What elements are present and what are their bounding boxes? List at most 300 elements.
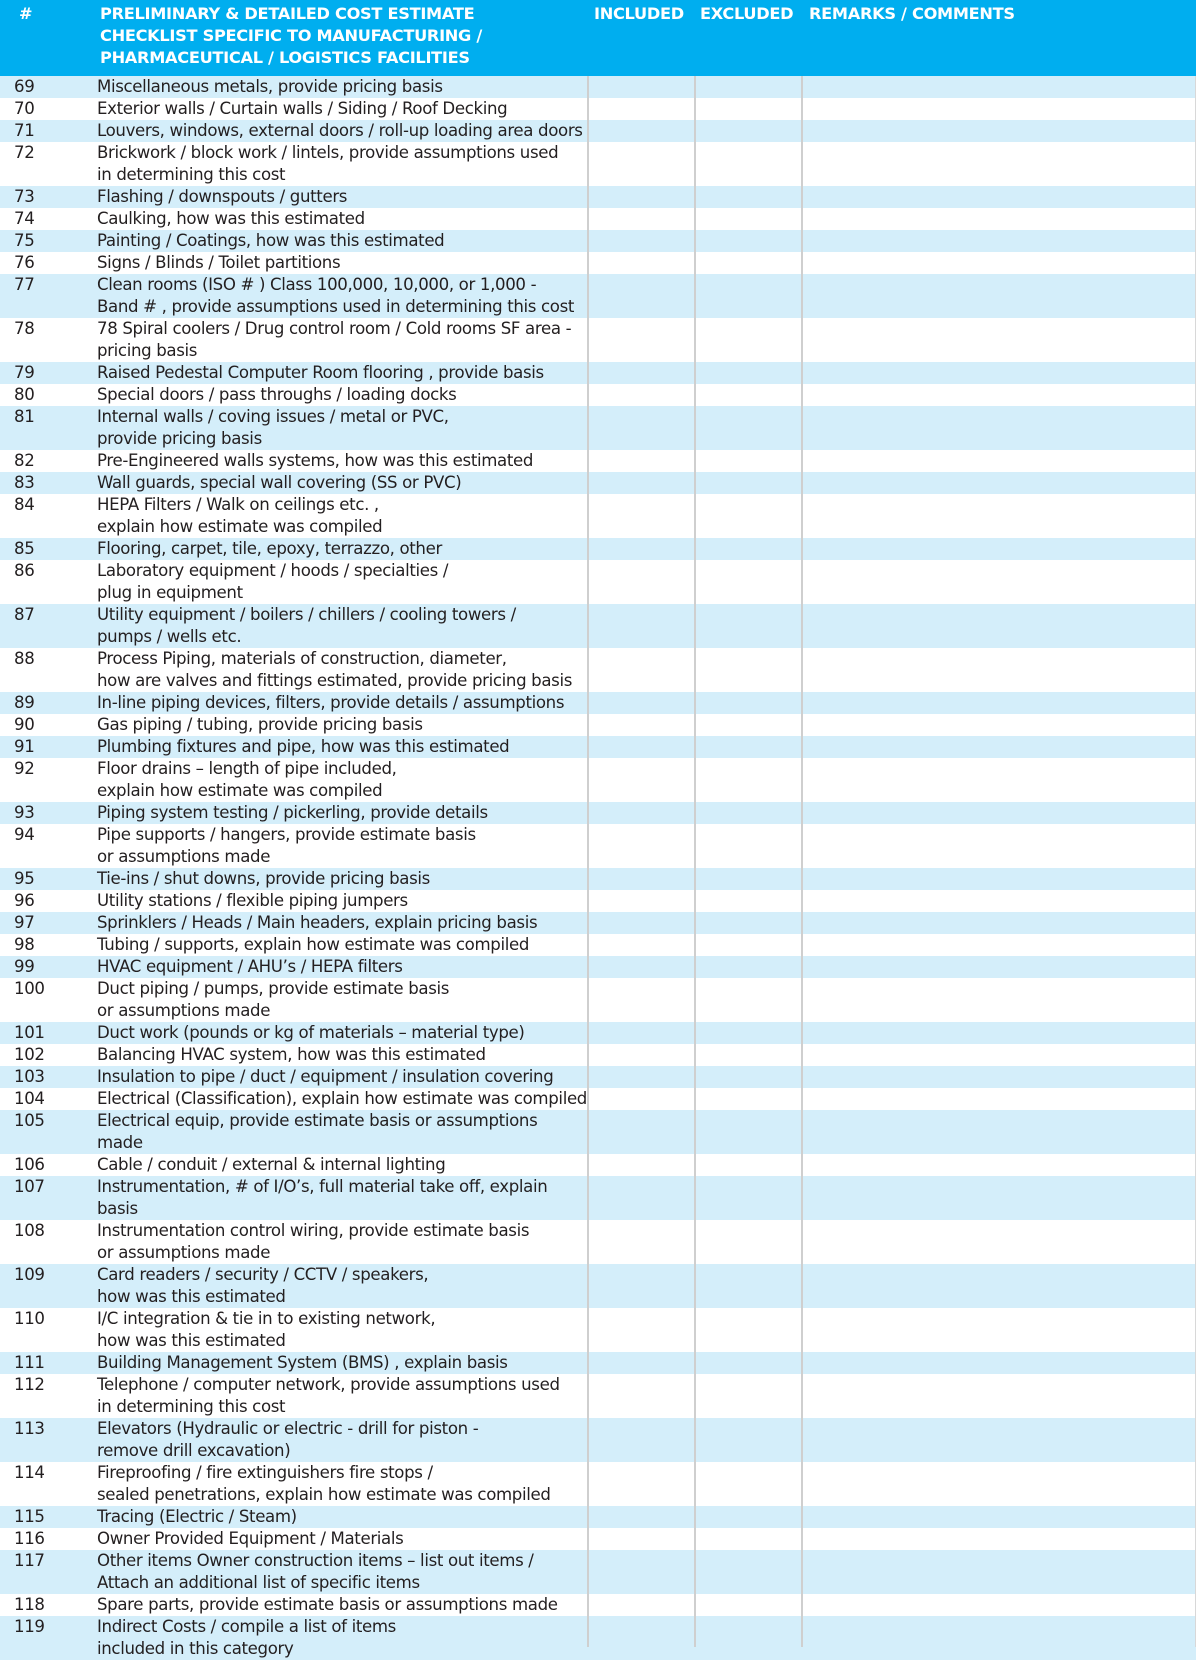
included-cell[interactable] xyxy=(588,934,694,956)
remarks-cell[interactable] xyxy=(802,1154,1195,1176)
column-divider-remarks xyxy=(801,76,803,1647)
excluded-cell[interactable] xyxy=(695,362,801,384)
remarks-cell[interactable] xyxy=(802,208,1195,230)
item-number: 116 xyxy=(14,1529,45,1548)
remarks-cell[interactable] xyxy=(802,98,1195,120)
excluded-cell[interactable] xyxy=(695,714,801,736)
included-cell[interactable] xyxy=(588,758,694,802)
excluded-cell[interactable] xyxy=(695,1616,801,1660)
table-row xyxy=(0,274,1196,318)
item-description: Flooring, carpet, tile, epoxy, terrazzo, other xyxy=(97,539,442,558)
item-description: Pre-Engineered walls systems, how was this estimated xyxy=(97,451,534,470)
remarks-cell[interactable] xyxy=(802,802,1195,824)
table-row xyxy=(0,1220,1196,1264)
item-number: 97 xyxy=(14,913,35,932)
header-number: # xyxy=(19,4,33,23)
item-number: 105 xyxy=(14,1111,45,1130)
remarks-cell[interactable] xyxy=(802,1088,1195,1110)
included-cell[interactable] xyxy=(588,98,694,120)
remarks-cell[interactable] xyxy=(802,1176,1195,1220)
remarks-cell[interactable] xyxy=(802,120,1195,142)
remarks-cell[interactable] xyxy=(802,758,1195,802)
remarks-cell[interactable] xyxy=(802,648,1195,692)
table-row xyxy=(0,1110,1196,1154)
item-number: 109 xyxy=(14,1265,45,1284)
remarks-cell[interactable] xyxy=(802,274,1195,318)
table-row xyxy=(0,1088,1196,1110)
included-cell[interactable] xyxy=(588,648,694,692)
item-number: 118 xyxy=(14,1595,45,1614)
header-description: PRELIMINARY & DETAILED COST ESTIMATE CHECKLIST SPECIFIC TO MANUFACTURING / PHARMACEUTICAL / LOGISTICS FACILITIES xyxy=(100,4,482,67)
excluded-cell[interactable] xyxy=(695,604,801,648)
included-cell[interactable] xyxy=(588,736,694,758)
included-cell[interactable] xyxy=(588,230,694,252)
table-row xyxy=(0,208,1196,230)
table-row xyxy=(0,1154,1196,1176)
excluded-cell[interactable] xyxy=(695,472,801,494)
header-included: INCLUDED xyxy=(594,4,684,23)
item-number: 96 xyxy=(14,891,35,910)
item-description: HEPA Filters / Walk on ceilings etc. , explain how estimate was compiled xyxy=(97,495,383,536)
remarks-cell[interactable] xyxy=(802,868,1195,890)
item-description: I/C integration & tie in to existing network, how was this estimated xyxy=(97,1309,436,1350)
remarks-cell[interactable] xyxy=(802,252,1195,274)
table-row xyxy=(0,1418,1196,1462)
item-description: Internal walls / coving issues / metal or PVC, provide pricing basis xyxy=(97,407,449,448)
table-row xyxy=(0,1066,1196,1088)
item-number: 92 xyxy=(14,759,35,778)
remarks-cell[interactable] xyxy=(802,1594,1195,1616)
excluded-cell[interactable] xyxy=(695,1308,801,1352)
item-number: 77 xyxy=(14,275,35,294)
item-number: 112 xyxy=(14,1375,45,1394)
excluded-cell[interactable] xyxy=(695,1154,801,1176)
remarks-cell[interactable] xyxy=(802,142,1195,186)
included-cell[interactable] xyxy=(588,494,694,538)
included-cell[interactable] xyxy=(588,1022,694,1044)
item-description: Card readers / security / CCTV / speakers, how was this estimated xyxy=(97,1265,429,1306)
item-description: Brickwork / block work / lintels, provide assumptions used in determining this cost xyxy=(97,143,559,184)
excluded-cell[interactable] xyxy=(695,1022,801,1044)
item-number: 107 xyxy=(14,1177,45,1196)
excluded-cell[interactable] xyxy=(695,1528,801,1550)
included-cell[interactable] xyxy=(588,186,694,208)
excluded-cell[interactable] xyxy=(695,494,801,538)
item-number: 115 xyxy=(14,1507,45,1526)
item-description: Flashing / downspouts / gutters xyxy=(97,187,348,206)
excluded-cell[interactable] xyxy=(695,274,801,318)
included-cell[interactable] xyxy=(588,802,694,824)
remarks-cell[interactable] xyxy=(802,912,1195,934)
item-description: Tubing / supports, explain how estimate was compiled xyxy=(97,935,530,954)
included-cell[interactable] xyxy=(588,1462,694,1506)
item-description: 78 Spiral coolers / Drug control room / Cold rooms SF area - pricing basis xyxy=(97,319,572,360)
item-description: Caulking, how was this estimated xyxy=(97,209,365,228)
remarks-cell[interactable] xyxy=(802,1550,1195,1594)
table-row xyxy=(0,252,1196,274)
item-number: 79 xyxy=(14,363,35,382)
table-row xyxy=(0,538,1196,560)
included-cell[interactable] xyxy=(588,1594,694,1616)
included-cell[interactable] xyxy=(588,1066,694,1088)
excluded-cell[interactable] xyxy=(695,868,801,890)
table-row xyxy=(0,648,1196,692)
excluded-cell[interactable] xyxy=(695,98,801,120)
table-row xyxy=(0,450,1196,472)
included-cell[interactable] xyxy=(588,604,694,648)
item-description: Electrical equip, provide estimate basis or assumptions made xyxy=(97,1111,538,1152)
item-description: Cable / conduit / external & internal lighting xyxy=(97,1155,446,1174)
item-number: 94 xyxy=(14,825,35,844)
included-cell[interactable] xyxy=(588,208,694,230)
item-number: 104 xyxy=(14,1089,45,1108)
excluded-cell[interactable] xyxy=(695,1594,801,1616)
item-description: Building Management System (BMS) , explain basis xyxy=(97,1353,508,1372)
item-number: 111 xyxy=(14,1353,45,1372)
item-description: Raised Pedestal Computer Room flooring , provide basis xyxy=(97,363,544,382)
table-row xyxy=(0,934,1196,956)
item-description: Plumbing fixtures and pipe, how was this estimated xyxy=(97,737,510,756)
remarks-cell[interactable] xyxy=(802,1044,1195,1066)
item-description: Louvers, windows, external doors / roll-up loading area doors xyxy=(97,121,583,140)
included-cell[interactable] xyxy=(588,120,694,142)
remarks-cell[interactable] xyxy=(802,736,1195,758)
excluded-cell[interactable] xyxy=(695,1176,801,1220)
remarks-cell[interactable] xyxy=(802,362,1195,384)
item-description: Signs / Blinds / Toilet partitions xyxy=(97,253,341,272)
excluded-cell[interactable] xyxy=(695,934,801,956)
excluded-cell[interactable] xyxy=(695,1506,801,1528)
included-cell[interactable] xyxy=(588,142,694,186)
table-row xyxy=(0,1594,1196,1616)
included-cell[interactable] xyxy=(588,1528,694,1550)
remarks-cell[interactable] xyxy=(802,714,1195,736)
excluded-cell[interactable] xyxy=(695,1220,801,1264)
item-number: 80 xyxy=(14,385,35,404)
item-number: 106 xyxy=(14,1155,45,1174)
item-description: Utility equipment / boilers / chillers / cooling towers / pumps / wells etc. xyxy=(97,605,516,646)
included-cell[interactable] xyxy=(588,274,694,318)
included-cell[interactable] xyxy=(588,384,694,406)
item-description: Exterior walls / Curtain walls / Siding / Roof Decking xyxy=(97,99,508,118)
table-row xyxy=(0,604,1196,648)
excluded-cell[interactable] xyxy=(695,736,801,758)
remarks-cell[interactable] xyxy=(802,230,1195,252)
item-description: Gas piping / tubing, provide pricing basis xyxy=(97,715,423,734)
excluded-cell[interactable] xyxy=(695,252,801,274)
included-cell[interactable] xyxy=(588,824,694,868)
excluded-cell[interactable] xyxy=(695,1044,801,1066)
excluded-cell[interactable] xyxy=(695,560,801,604)
table-row xyxy=(0,1176,1196,1220)
included-cell[interactable] xyxy=(588,450,694,472)
item-description: Floor drains – length of pipe included, explain how estimate was compiled xyxy=(97,759,397,800)
table-row xyxy=(0,802,1196,824)
item-description: Piping system testing / pickerling, provide details xyxy=(97,803,488,822)
column-divider-included xyxy=(587,76,589,1647)
item-number: 78 xyxy=(14,319,35,338)
remarks-cell[interactable] xyxy=(802,1066,1195,1088)
excluded-cell[interactable] xyxy=(695,142,801,186)
item-number: 75 xyxy=(14,231,35,250)
item-number: 85 xyxy=(14,539,35,558)
table-row xyxy=(0,1264,1196,1308)
item-number: 108 xyxy=(14,1221,45,1240)
excluded-cell[interactable] xyxy=(695,318,801,362)
table-row xyxy=(0,1528,1196,1550)
item-number: 89 xyxy=(14,693,35,712)
remarks-cell[interactable] xyxy=(802,1418,1195,1462)
table-row xyxy=(0,1022,1196,1044)
remarks-cell[interactable] xyxy=(802,1308,1195,1352)
remarks-cell[interactable] xyxy=(802,384,1195,406)
remarks-cell[interactable] xyxy=(802,692,1195,714)
item-number: 84 xyxy=(14,495,35,514)
table-right-border xyxy=(1195,76,1196,1647)
included-cell[interactable] xyxy=(588,1044,694,1066)
excluded-cell[interactable] xyxy=(695,802,801,824)
excluded-cell[interactable] xyxy=(695,1374,801,1418)
included-cell[interactable] xyxy=(588,1154,694,1176)
table-row xyxy=(0,560,1196,604)
item-number: 114 xyxy=(14,1463,45,1482)
remarks-cell[interactable] xyxy=(802,978,1195,1022)
excluded-cell[interactable] xyxy=(695,186,801,208)
table-row xyxy=(0,494,1196,538)
item-description: Utility stations / flexible piping jumpers xyxy=(97,891,408,910)
table-row xyxy=(0,362,1196,384)
included-cell[interactable] xyxy=(588,362,694,384)
excluded-cell[interactable] xyxy=(695,1462,801,1506)
item-number: 93 xyxy=(14,803,35,822)
remarks-cell[interactable] xyxy=(802,604,1195,648)
included-cell[interactable] xyxy=(588,1220,694,1264)
table-row xyxy=(0,142,1196,186)
item-number: 91 xyxy=(14,737,35,756)
item-number: 95 xyxy=(14,869,35,888)
included-cell[interactable] xyxy=(588,406,694,450)
remarks-cell[interactable] xyxy=(802,538,1195,560)
included-cell[interactable] xyxy=(588,76,694,98)
item-description: Pipe supports / hangers, provide estimate basis or assumptions made xyxy=(97,825,476,866)
item-number: 82 xyxy=(14,451,35,470)
included-cell[interactable] xyxy=(588,1264,694,1308)
table-row xyxy=(0,868,1196,890)
item-number: 99 xyxy=(14,957,35,976)
excluded-cell[interactable] xyxy=(695,1088,801,1110)
excluded-cell[interactable] xyxy=(695,1066,801,1088)
item-description: Balancing HVAC system, how was this estimated xyxy=(97,1045,486,1064)
included-cell[interactable] xyxy=(588,956,694,978)
excluded-cell[interactable] xyxy=(695,406,801,450)
table-row xyxy=(0,714,1196,736)
remarks-cell[interactable] xyxy=(802,450,1195,472)
item-number: 90 xyxy=(14,715,35,734)
item-number: 113 xyxy=(14,1419,45,1438)
item-number: 70 xyxy=(14,99,35,118)
item-number: 73 xyxy=(14,187,35,206)
remarks-cell[interactable] xyxy=(802,956,1195,978)
table-row xyxy=(0,1044,1196,1066)
excluded-cell[interactable] xyxy=(695,956,801,978)
included-cell[interactable] xyxy=(588,560,694,604)
remarks-cell[interactable] xyxy=(802,1264,1195,1308)
item-number: 74 xyxy=(14,209,35,228)
included-cell[interactable] xyxy=(588,472,694,494)
table-header xyxy=(0,0,1196,76)
remarks-cell[interactable] xyxy=(802,186,1195,208)
included-cell[interactable] xyxy=(588,868,694,890)
table-row xyxy=(0,824,1196,868)
item-description: Wall guards, special wall covering (SS or PVC) xyxy=(97,473,462,492)
table-row xyxy=(0,912,1196,934)
excluded-cell[interactable] xyxy=(695,758,801,802)
excluded-cell[interactable] xyxy=(695,1352,801,1374)
excluded-cell[interactable] xyxy=(695,692,801,714)
item-description: Tracing (Electric / Steam) xyxy=(97,1507,297,1526)
item-number: 83 xyxy=(14,473,35,492)
item-description: Sprinklers / Heads / Main headers, explain pricing basis xyxy=(97,913,538,932)
item-description: Insulation to pipe / duct / equipment / insulation covering xyxy=(97,1067,554,1086)
table-row xyxy=(0,186,1196,208)
excluded-cell[interactable] xyxy=(695,76,801,98)
remarks-cell[interactable] xyxy=(802,1352,1195,1374)
item-description: Painting / Coatings, how was this estimated xyxy=(97,231,445,250)
table-row xyxy=(0,758,1196,802)
remarks-cell[interactable] xyxy=(802,560,1195,604)
table-row xyxy=(0,1550,1196,1594)
item-description: Special doors / pass throughs / loading docks xyxy=(97,385,457,404)
table-row xyxy=(0,76,1196,98)
remarks-cell[interactable] xyxy=(802,318,1195,362)
table-row xyxy=(0,978,1196,1022)
table-row xyxy=(0,406,1196,450)
item-description: Fireproofing / fire extinguishers fire stops / sealed penetrations, explain how estimate was compiled xyxy=(97,1463,551,1504)
item-description: Elevators (Hydraulic or electric - drill for piston - remove drill excavation) xyxy=(97,1419,479,1460)
item-description: Tie-ins / shut downs, provide pricing basis xyxy=(97,869,430,888)
excluded-cell[interactable] xyxy=(695,230,801,252)
included-cell[interactable] xyxy=(588,252,694,274)
included-cell[interactable] xyxy=(588,1088,694,1110)
included-cell[interactable] xyxy=(588,1308,694,1352)
excluded-cell[interactable] xyxy=(695,120,801,142)
item-description: Spare parts, provide estimate basis or assumptions made xyxy=(97,1595,558,1614)
included-cell[interactable] xyxy=(588,1418,694,1462)
included-cell[interactable] xyxy=(588,1110,694,1154)
excluded-cell[interactable] xyxy=(695,648,801,692)
item-number: 87 xyxy=(14,605,35,624)
included-cell[interactable] xyxy=(588,1176,694,1220)
item-number: 72 xyxy=(14,143,35,162)
item-number: 103 xyxy=(14,1067,45,1086)
excluded-cell[interactable] xyxy=(695,1110,801,1154)
excluded-cell[interactable] xyxy=(695,978,801,1022)
remarks-cell[interactable] xyxy=(802,824,1195,868)
remarks-cell[interactable] xyxy=(802,890,1195,912)
item-number: 100 xyxy=(14,979,45,998)
table-body xyxy=(0,76,1196,1660)
item-description: Telephone / computer network, provide assumptions used in determining this cost xyxy=(97,1375,560,1416)
table-row xyxy=(0,120,1196,142)
remarks-cell[interactable] xyxy=(802,934,1195,956)
table-row xyxy=(0,1308,1196,1352)
item-number: 71 xyxy=(14,121,35,140)
remarks-cell[interactable] xyxy=(802,1110,1195,1154)
included-cell[interactable] xyxy=(588,692,694,714)
item-description: Miscellaneous metals, provide pricing basis xyxy=(97,77,443,96)
excluded-cell[interactable] xyxy=(695,912,801,934)
included-cell[interactable] xyxy=(588,1506,694,1528)
remarks-cell[interactable] xyxy=(802,1374,1195,1418)
remarks-cell[interactable] xyxy=(802,1528,1195,1550)
remarks-cell[interactable] xyxy=(802,1220,1195,1264)
excluded-cell[interactable] xyxy=(695,208,801,230)
remarks-cell[interactable] xyxy=(802,1506,1195,1528)
included-cell[interactable] xyxy=(588,978,694,1022)
table-row xyxy=(0,890,1196,912)
table-row xyxy=(0,230,1196,252)
table-row xyxy=(0,318,1196,362)
included-cell[interactable] xyxy=(588,538,694,560)
included-cell[interactable] xyxy=(588,912,694,934)
item-number: 81 xyxy=(14,407,35,426)
included-cell[interactable] xyxy=(588,1352,694,1374)
included-cell[interactable] xyxy=(588,1550,694,1594)
item-number: 117 xyxy=(14,1551,45,1570)
excluded-cell[interactable] xyxy=(695,384,801,406)
item-number: 76 xyxy=(14,253,35,272)
remarks-cell[interactable] xyxy=(802,494,1195,538)
column-divider-excluded xyxy=(694,76,696,1647)
excluded-cell[interactable] xyxy=(695,538,801,560)
remarks-cell[interactable] xyxy=(802,1616,1195,1660)
item-number: 110 xyxy=(14,1309,45,1328)
table-row xyxy=(0,1506,1196,1528)
item-number: 102 xyxy=(14,1045,45,1064)
item-description: Clean rooms (ISO # ) Class 100,000, 10,000, or 1,000 - Band # , provide assumptions used in determining this cost xyxy=(97,275,575,316)
included-cell[interactable] xyxy=(588,1374,694,1418)
table-row xyxy=(0,472,1196,494)
item-description: Instrumentation control wiring, provide estimate basis or assumptions made xyxy=(97,1221,530,1262)
table-row xyxy=(0,98,1196,120)
excluded-cell[interactable] xyxy=(695,824,801,868)
excluded-cell[interactable] xyxy=(695,890,801,912)
remarks-cell[interactable] xyxy=(802,76,1195,98)
item-description: HVAC equipment / AHU’s / HEPA filters xyxy=(97,957,403,976)
remarks-cell[interactable] xyxy=(802,1022,1195,1044)
excluded-cell[interactable] xyxy=(695,1418,801,1462)
remarks-cell[interactable] xyxy=(802,1462,1195,1506)
item-number: 98 xyxy=(14,935,35,954)
remarks-cell[interactable] xyxy=(802,406,1195,450)
included-cell[interactable] xyxy=(588,318,694,362)
item-number: 86 xyxy=(14,561,35,580)
included-cell[interactable] xyxy=(588,1616,694,1660)
included-cell[interactable] xyxy=(588,714,694,736)
excluded-cell[interactable] xyxy=(695,1264,801,1308)
table-row xyxy=(0,1352,1196,1374)
item-number: 101 xyxy=(14,1023,45,1042)
table-row xyxy=(0,1374,1196,1418)
table-row xyxy=(0,1616,1196,1660)
remarks-cell[interactable] xyxy=(802,472,1195,494)
table-row xyxy=(0,1462,1196,1506)
item-description: Laboratory equipment / hoods / specialties / plug in equipment xyxy=(97,561,449,602)
included-cell[interactable] xyxy=(588,890,694,912)
excluded-cell[interactable] xyxy=(695,1550,801,1594)
table-row xyxy=(0,692,1196,714)
excluded-cell[interactable] xyxy=(695,450,801,472)
